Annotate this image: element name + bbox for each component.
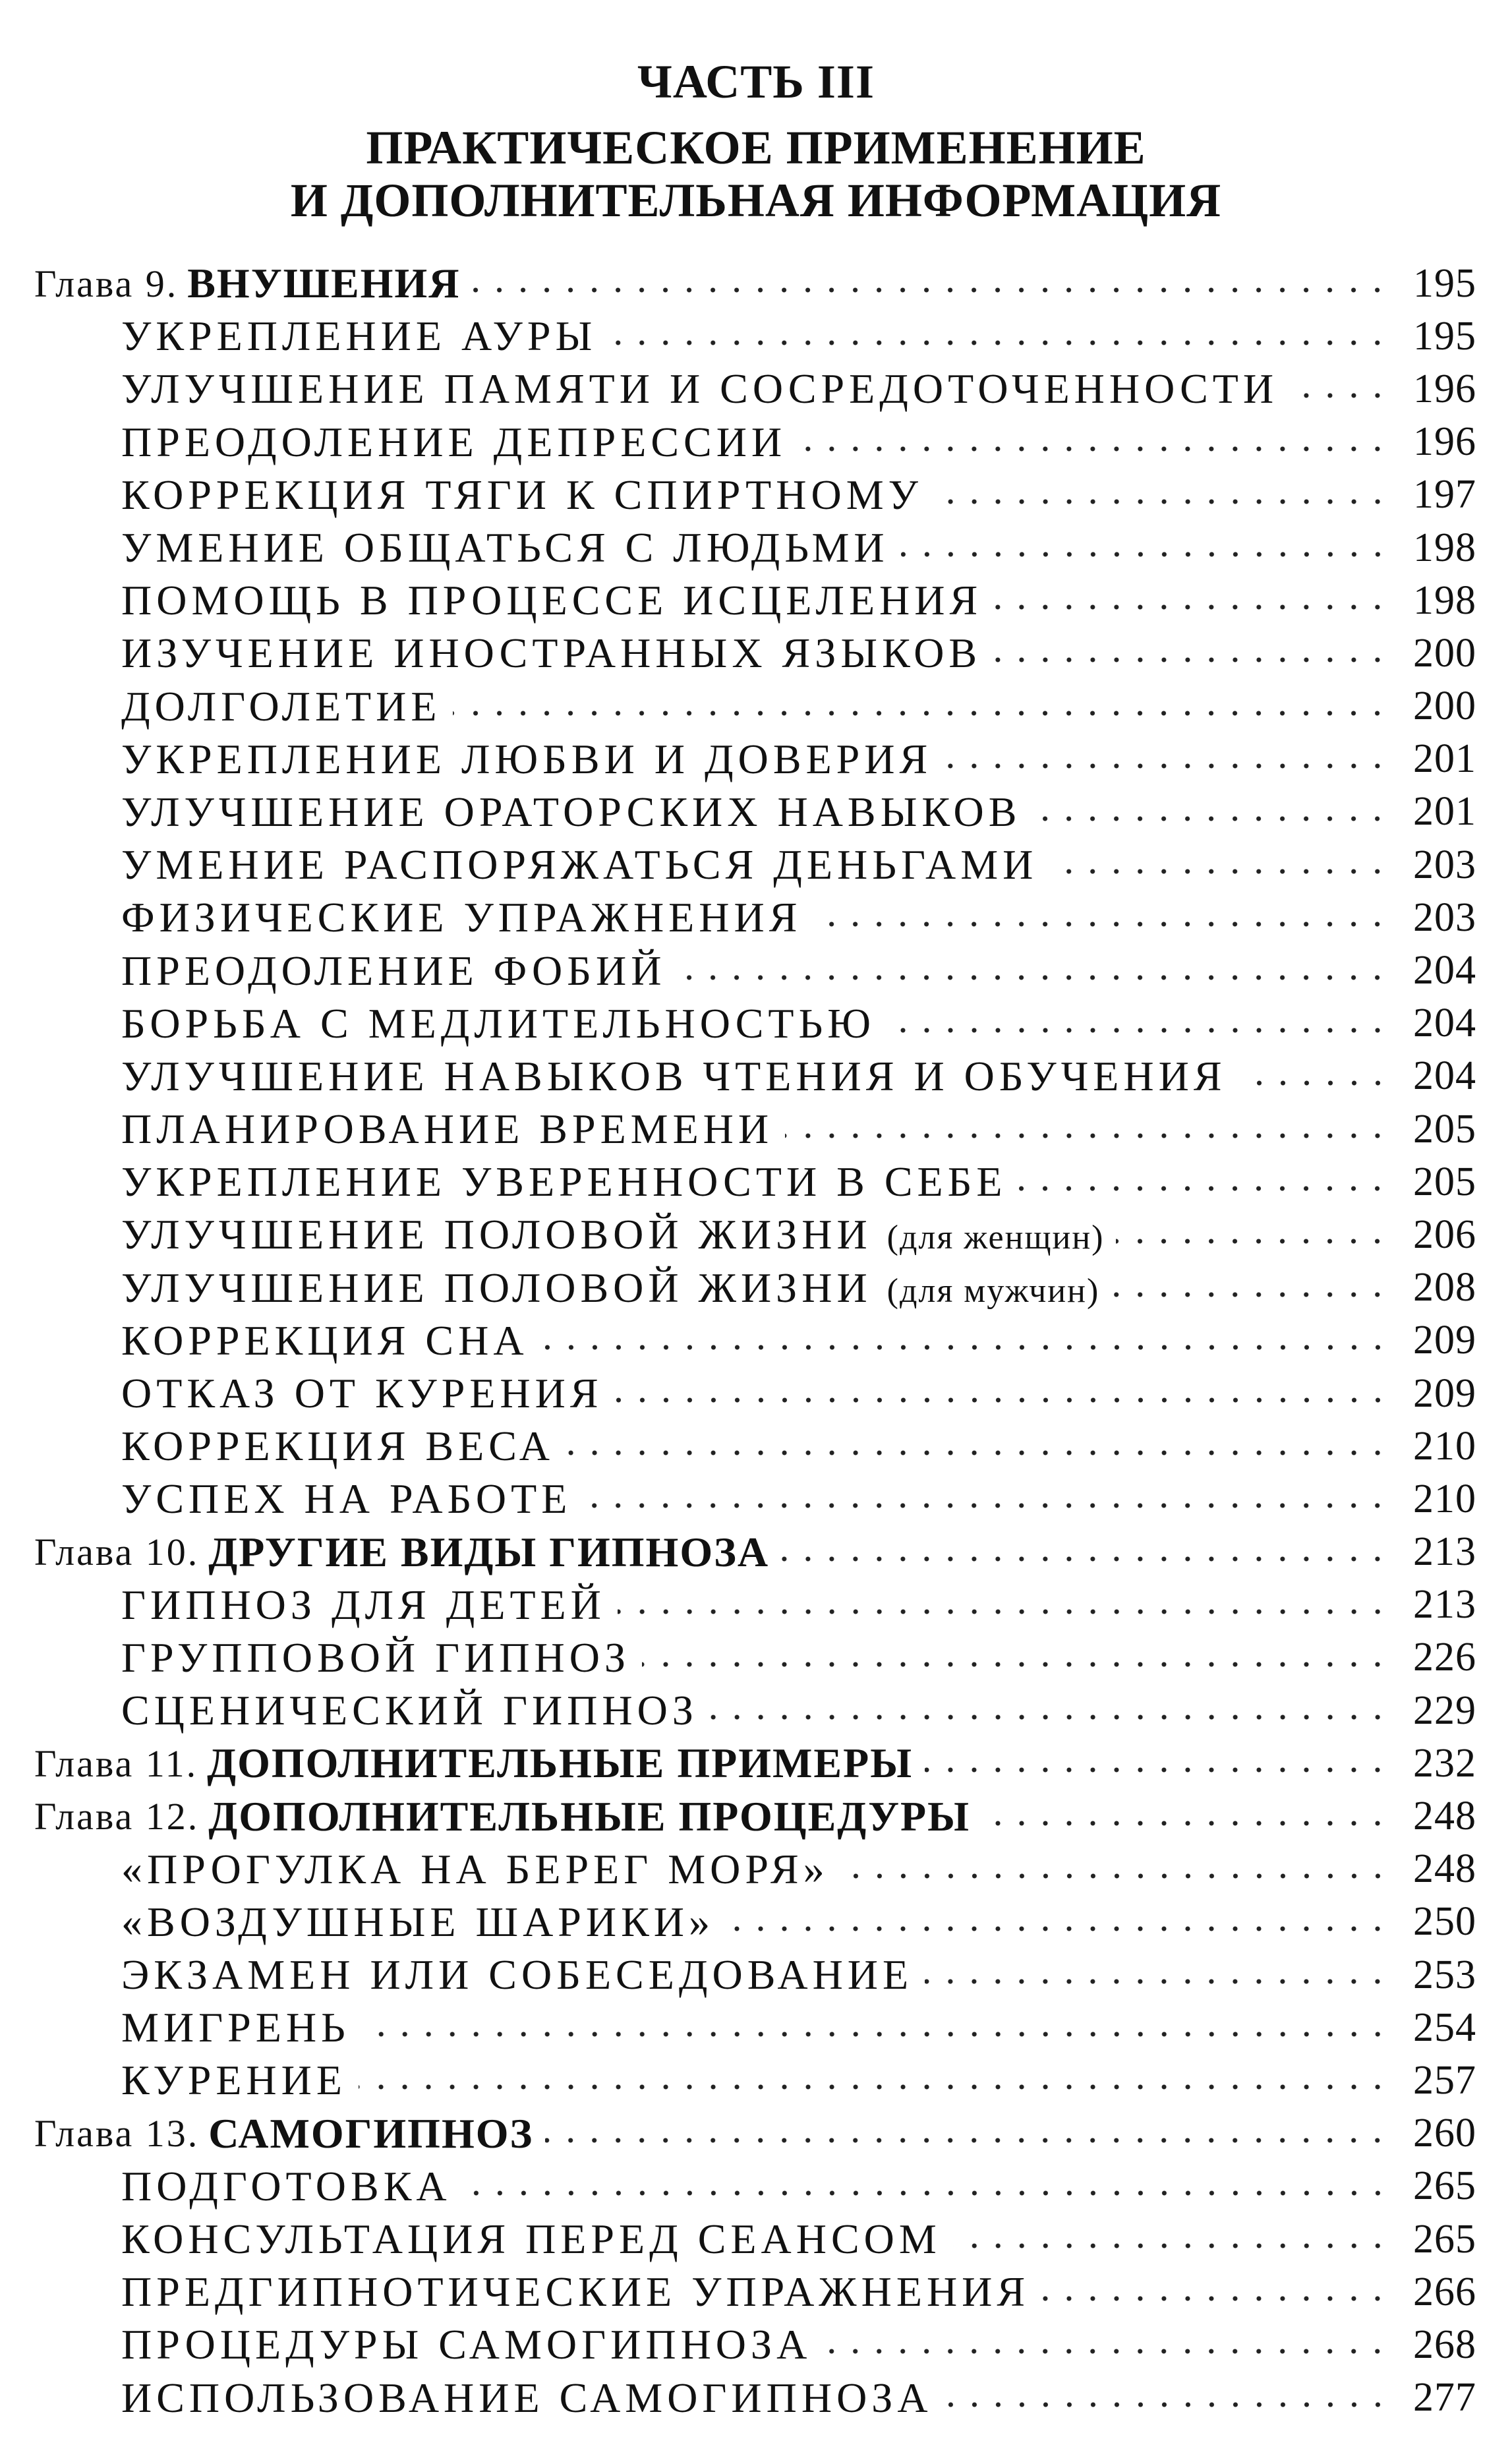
section-title: УЛУЧШЕНИЕ ПАМЯТИ И СОСРЕДОТОЧЕННОСТИ [121, 365, 1279, 413]
dot-leader [901, 548, 1389, 561]
toc-section-row [34, 574, 1476, 627]
toc-section-row [34, 838, 1476, 891]
section-title: УЛУЧШЕНИЕ ОРАТОРСКИХ НАВЫКОВ [121, 788, 1022, 835]
dot-leader [887, 1024, 1389, 1037]
section-title: ПОДГОТОВКА [121, 2162, 451, 2210]
chapter-number: Глава 9. [34, 262, 187, 306]
section-title: УКРЕПЛЕНИЕ УВЕРЕННОСТИ В СЕБЕ [121, 1158, 1007, 1206]
chapter-title: САМОГИПНОЗ [208, 2109, 545, 2158]
section-title: УКРЕПЛЕНИЕ ЛЮБВИ И ДОВЕРИЯ [121, 735, 933, 782]
page-number: 200 [1389, 630, 1476, 677]
section-title: КОРРЕКЦИЯ СНА [121, 1316, 529, 1364]
dot-leader [1290, 389, 1389, 402]
chapter-number: Глава 12. [34, 1794, 208, 1838]
section-title: УМЕНИЕ РАСПОРЯЖАТЬСЯ ДЕНЬГАМИ [121, 841, 1038, 889]
section-title-wrap [121, 1369, 615, 1418]
section-title-wrap [121, 1264, 1111, 1312]
chapter-number: Глава 13. [34, 2111, 208, 2156]
toc-section-row [34, 2054, 1476, 2107]
section-note: (для мужчин) [887, 1272, 1100, 1310]
toc-section-row [34, 310, 1476, 363]
chapter-title: ВНУШЕНИЯ [187, 259, 472, 308]
page-number: 196 [1389, 419, 1476, 465]
section-title: ИСПОЛЬЗОВАНИЕ САМОГИПНОЗА [121, 2374, 933, 2421]
section-title-wrap [121, 1951, 925, 1999]
section-title: ДОЛГОЛЕТИЕ [121, 682, 442, 730]
section-title-wrap [121, 1845, 841, 1894]
section-title: ПРЕОДОЛЕНИЕ ФОБИЙ [121, 947, 666, 994]
toc-section-row [34, 944, 1476, 997]
section-title: КОРРЕКЦИЯ ВЕСА [121, 1423, 554, 1470]
chapter-number: Глава 10. [34, 1530, 208, 1574]
page-number: 250 [1389, 1898, 1476, 1945]
dot-leader [463, 2186, 1389, 2200]
dot-leader [823, 2345, 1389, 2358]
section-title-wrap [121, 1105, 785, 1154]
toc-section-row [34, 363, 1476, 415]
section-title-wrap [121, 682, 453, 731]
section-title: ПРЕОДОЛЕНИЕ ДЕПРЕССИИ [121, 418, 787, 465]
dot-leader [726, 1922, 1389, 1935]
chapter-title: ДРУГИЕ ВИДЫ ГИПНОЗА [208, 1528, 781, 1577]
section-title: ФИЗИЧЕСКИЕ УПРАЖНЕНИЯ [121, 894, 802, 941]
section-title-wrap [121, 365, 1290, 413]
section-title-wrap [121, 1316, 540, 1365]
section-title-wrap [121, 1633, 642, 1682]
page-number: 213 [1389, 1529, 1476, 1575]
section-title-wrap [121, 893, 813, 942]
section-title-wrap [121, 2268, 1041, 2316]
section-title: УЛУЧШЕНИЕ НАВЫКОВ ЧТЕНИЯ И ОБУЧЕНИЯ [121, 1052, 1227, 1100]
section-title-wrap [121, 2162, 463, 2211]
part-title-line-1: ПРАКТИЧЕСКОЕ ПРИМЕНЕНИЕ [366, 121, 1146, 174]
section-title: «ВОЗДУШНЫЕ ШАРИКИ» [121, 1898, 714, 1945]
chapter-title: ДОПОЛНИТЕЛЬНЫЕ ПРОЦЕДУРЫ [208, 1792, 982, 1841]
toc-section-row [34, 1208, 1476, 1261]
toc-section-row [34, 997, 1476, 1050]
page-number: 260 [1389, 2110, 1476, 2157]
dot-leader [798, 442, 1389, 455]
toc-section-row [34, 1262, 1476, 1314]
section-title: ЭКЗАМЕН ИЛИ СОБЕСЕДОВАНИЕ [121, 1951, 914, 1999]
table-of-contents [34, 257, 1476, 2424]
section-title-wrap [121, 2374, 945, 2422]
section-title: УЛУЧШЕНИЕ ПОЛОВОЙ ЖИЗНИ [121, 1211, 872, 1258]
dot-leader [608, 336, 1389, 349]
section-title: ПРЕДГИПНОТИЧЕСКИЕ УПРАЖНЕНИЯ [121, 2268, 1030, 2316]
section-title-wrap [121, 1475, 583, 1523]
toc-section-row [34, 1896, 1476, 1949]
section-title: УЛУЧШЕНИЕ ПОЛОВОЙ ЖИЗНИ [121, 1264, 872, 1311]
section-title: «ПРОГУЛКА НА БЕРЕГ МОРЯ» [121, 1845, 829, 1892]
toc-section-row [34, 2318, 1476, 2371]
page-number: 248 [1389, 1846, 1476, 1892]
page-number: 210 [1389, 1476, 1476, 1523]
dot-leader [1041, 2292, 1389, 2305]
dot-leader [1049, 865, 1389, 878]
toc-section-row [34, 1050, 1476, 1103]
toc-section-row [34, 1473, 1476, 1525]
toc-chapter-row [34, 1737, 1476, 1790]
toc-section-row [34, 2213, 1476, 2266]
toc-section-row [34, 521, 1476, 574]
toc-section-row [34, 2372, 1476, 2424]
dot-leader [566, 1446, 1389, 1459]
dot-leader [1238, 1076, 1390, 1090]
section-title: ПРОЦЕДУРЫ САМОГИПНОЗА [121, 2321, 812, 2368]
dot-leader [545, 2134, 1389, 2147]
section-title: ПЛАНИРОВАНИЕ ВРЕМЕНИ [121, 1105, 774, 1153]
page-number: 196 [1389, 366, 1476, 413]
section-title-wrap [121, 471, 935, 519]
page-number: 206 [1389, 1212, 1476, 1258]
page-number: 277 [1389, 2374, 1476, 2421]
dot-leader [945, 2398, 1389, 2411]
dot-leader [453, 707, 1389, 720]
page-number: 209 [1389, 1370, 1476, 1417]
toc-chapter-row [34, 1526, 1476, 1579]
dot-leader [993, 653, 1389, 666]
toc-section-row [34, 1949, 1476, 2001]
toc-section-row [34, 891, 1476, 944]
dot-leader [785, 1129, 1389, 1142]
section-title-wrap [121, 576, 994, 625]
page-number: 204 [1389, 947, 1476, 994]
toc-chapter-row [34, 257, 1476, 310]
page-number: 201 [1389, 788, 1476, 835]
section-title: КОНСУЛЬТАЦИЯ ПЕРЕД СЕАНСОМ [121, 2215, 941, 2263]
section-title-wrap [121, 1581, 618, 1629]
toc-section-row [34, 627, 1476, 680]
page-number: 197 [1389, 471, 1476, 518]
section-title: УМЕНИЕ ОБЩАТЬСЯ С ЛЮДЬМИ [121, 524, 889, 572]
toc-section-row [34, 680, 1476, 733]
section-title-wrap [121, 1158, 1018, 1206]
section-title: ПОМОЩЬ В ПРОЦЕССЕ ИСЦЕЛЕНИЯ [121, 577, 983, 624]
page-number: 268 [1389, 2322, 1476, 2368]
page-number: 203 [1389, 842, 1476, 889]
toc-chapter-row [34, 2107, 1476, 2160]
section-title: ИЗУЧЕНИЕ ИНОСТРАННЫХ ЯЗЫКОВ [121, 630, 982, 677]
toc-section-row [34, 1631, 1476, 1684]
dot-leader [583, 1499, 1389, 1512]
toc-section-row [34, 2266, 1476, 2318]
dot-leader [615, 1393, 1389, 1407]
dot-leader [1018, 1182, 1389, 1195]
dot-leader [944, 759, 1389, 773]
section-title-wrap [121, 2320, 823, 2369]
section-title: КОРРЕКЦИЯ ТЯГИ К СПИРТНОМУ [121, 471, 923, 518]
page-number: 209 [1389, 1317, 1476, 1364]
section-title-wrap [121, 2215, 953, 2264]
page-number: 204 [1389, 1053, 1476, 1100]
dot-leader [642, 1658, 1389, 1671]
part-title-line-2: И ДОПОЛНИТЕЛЬНАЯ ИНФОРМАЦИЯ [290, 174, 1222, 227]
section-title: КУРЕНИЕ [121, 2057, 347, 2104]
section-title-wrap [121, 947, 678, 995]
page-number: 210 [1389, 1423, 1476, 1470]
toc-section-row [34, 1420, 1476, 1473]
section-title-wrap [121, 840, 1049, 889]
dot-leader [994, 601, 1389, 614]
section-title-wrap [121, 1210, 1116, 1259]
section-title-wrap [121, 1422, 566, 1471]
section-title: БОРЬБА С МЕДЛИТЕЛЬНОСТЬЮ [121, 999, 875, 1047]
section-title: ОТКАЗ ОТ КУРЕНИЯ [121, 1370, 603, 1417]
dot-leader [925, 1763, 1389, 1776]
page-number: 232 [1389, 1740, 1476, 1787]
dot-leader [540, 1341, 1389, 1354]
dot-leader [359, 2080, 1389, 2094]
page-number: 248 [1389, 1793, 1476, 1840]
dot-leader [362, 2028, 1389, 2041]
dot-leader [1116, 1235, 1389, 1248]
page-number: 201 [1389, 736, 1476, 782]
page-number: 253 [1389, 1952, 1476, 1999]
section-title-wrap [121, 735, 944, 784]
dot-leader [781, 1552, 1389, 1566]
section-title-wrap [121, 523, 901, 572]
toc-section-row [34, 1103, 1476, 1156]
page-number: 208 [1389, 1264, 1476, 1311]
page-number: 257 [1389, 2057, 1476, 2104]
dot-leader [841, 1869, 1389, 1883]
toc-section-row [34, 1156, 1476, 1208]
page-number: 265 [1389, 2216, 1476, 2263]
page-number: 254 [1389, 2005, 1476, 2051]
page-number: 205 [1389, 1106, 1476, 1153]
dot-leader [982, 1817, 1389, 1830]
section-title-wrap [121, 1898, 726, 1947]
page-number: 265 [1389, 2163, 1476, 2210]
dot-leader [925, 1975, 1389, 1988]
dot-leader [618, 1605, 1389, 1618]
toc-chapter-row [34, 1790, 1476, 1842]
toc-section-row [34, 2001, 1476, 2054]
page-number: 203 [1389, 895, 1476, 941]
section-title-wrap [121, 1686, 710, 1735]
toc-section-row [34, 1367, 1476, 1420]
dot-leader [710, 1711, 1389, 1724]
section-title: ГИПНОЗ ДЛЯ ДЕТЕЙ [121, 1581, 606, 1628]
toc-section-row [34, 2160, 1476, 2213]
section-title-wrap [121, 2003, 362, 2052]
chapter-title: ДОПОЛНИТЕЛЬНЫЕ ПРИМЕРЫ [207, 1739, 925, 1788]
page-number: 198 [1389, 525, 1476, 572]
section-title-wrap [121, 312, 608, 361]
dot-leader [678, 971, 1389, 984]
page-number: 198 [1389, 577, 1476, 624]
page-number: 226 [1389, 1634, 1476, 1681]
section-title: МИГРЕНЬ [121, 2004, 350, 2051]
page-number: 195 [1389, 313, 1476, 360]
dot-leader [1111, 1288, 1389, 1301]
section-title-wrap [121, 788, 1033, 836]
dot-leader [1033, 812, 1389, 825]
page-number: 204 [1389, 1000, 1476, 1047]
dot-leader [472, 283, 1389, 297]
page-number: 213 [1389, 1581, 1476, 1628]
section-note: (для женщин) [887, 1219, 1105, 1257]
section-title-wrap [121, 1052, 1238, 1101]
toc-section-row [34, 1579, 1476, 1631]
toc-section-row [34, 416, 1476, 469]
section-title: СЦЕНИЧЕСКИЙ ГИПНОЗ [121, 1687, 698, 1734]
toc-section-row [34, 786, 1476, 838]
page-number: 266 [1389, 2269, 1476, 2316]
toc-section-row [34, 733, 1476, 786]
dot-leader [953, 2239, 1389, 2252]
toc-section-row [34, 469, 1476, 521]
section-title-wrap [121, 2056, 359, 2105]
dot-leader [935, 495, 1389, 508]
chapter-number: Глава 11. [34, 1742, 207, 1786]
page-number: 200 [1389, 683, 1476, 730]
section-title: ГРУППОВОЙ ГИПНОЗ [121, 1633, 631, 1681]
dot-leader [813, 918, 1389, 931]
section-title-wrap [121, 999, 887, 1048]
part-label: ЧАСТЬ III [637, 55, 875, 108]
section-title-wrap [121, 629, 993, 678]
page-number: 195 [1389, 260, 1476, 307]
toc-section-row [34, 1314, 1476, 1367]
toc-section-row [34, 1843, 1476, 1896]
section-title: УКРЕПЛЕНИЕ АУРЫ [121, 312, 597, 360]
toc-section-row [34, 1684, 1476, 1737]
page-number: 205 [1389, 1159, 1476, 1206]
section-title: УСПЕХ НА РАБОТЕ [121, 1475, 572, 1523]
page-number: 229 [1389, 1687, 1476, 1734]
section-title-wrap [121, 418, 798, 467]
